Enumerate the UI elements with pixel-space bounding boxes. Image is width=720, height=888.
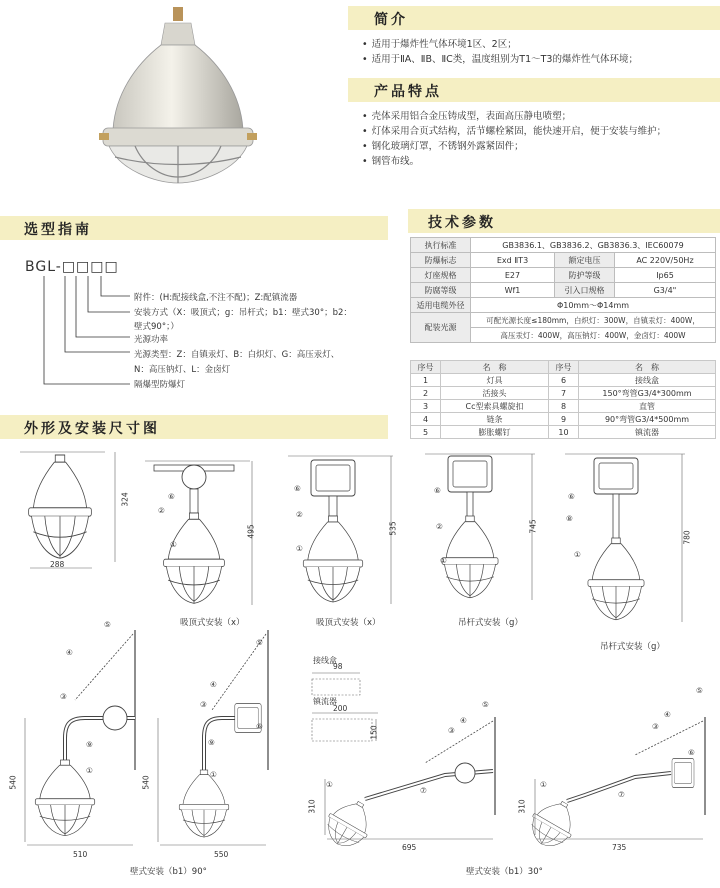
intro-section-bar [348, 6, 720, 30]
parts-cell: 活接头 [441, 387, 549, 400]
caption: 吊杆式安装（g） [600, 642, 665, 652]
callout-3: ③ [60, 692, 67, 701]
callout-6: ⑥ [688, 748, 695, 757]
intro-item: • 适用于爆炸性气体环境1区、2区； [362, 37, 638, 52]
feature-item: • 钢化玻璃灯罩，不锈钢外露紧固件； [362, 139, 666, 154]
parts-cell: 灯具 [441, 374, 549, 387]
dim-drawing-wall90-1 [15, 620, 145, 850]
spec-value: Exd ⅡT3 [471, 253, 555, 268]
spec-value: AC 220V/50Hz [615, 253, 716, 268]
tech-spec-table [410, 237, 716, 343]
dim-label: 780 [682, 530, 692, 545]
selection-section-bar [0, 216, 388, 240]
selection-title: 选型指南 [24, 222, 92, 238]
callout-6: ⑥ [256, 722, 263, 731]
parts-header: 序号 [411, 361, 441, 374]
callout-5: ⑤ [104, 620, 111, 629]
parts-cell: 镇流器 [579, 426, 716, 439]
parts-header-row [411, 361, 716, 374]
parts-cell: 7 [549, 387, 579, 400]
spec-label: 防爆标志 [411, 253, 471, 268]
callout-1: ① [574, 550, 581, 559]
dim-label: 200 [333, 704, 348, 713]
spec-row [411, 283, 716, 298]
spec-label: 配装光源 [411, 313, 471, 343]
spec-value: G3/4" [615, 283, 716, 298]
model-code-leader-lines [30, 270, 150, 400]
parts-cell: 膨胀螺钉 [441, 426, 549, 439]
callout-2: ② [296, 510, 303, 519]
parts-cell: 4 [411, 413, 441, 426]
ballast-label: 镇流器 [313, 697, 337, 706]
callout-3: ③ [448, 726, 455, 735]
parts-table [410, 360, 716, 439]
callout-3: ③ [200, 700, 207, 709]
parts-cell: 5 [411, 426, 441, 439]
callout-4: ④ [460, 716, 467, 725]
selection-line: 附件：(H:配接线盒,不注不配)；Z:配镇流器 [134, 293, 298, 303]
caption: 吸顶式安装（x） [180, 618, 245, 628]
parts-row [411, 374, 716, 387]
dim-label: 510 [73, 850, 88, 859]
callout-7: ⑦ [420, 786, 427, 795]
dim-label: 495 [246, 524, 256, 539]
caption: 吊杆式安装（g） [458, 618, 523, 628]
product-photo [95, 5, 265, 190]
tech-section-bar [408, 209, 720, 233]
selection-line: 壁式90°；） [134, 322, 179, 332]
spec-value: GB3836.1、GB3836.2、GB3836.3、IEC60079 [471, 238, 716, 253]
dim-drawing-lamp [10, 440, 130, 580]
callout-1: ① [170, 540, 177, 549]
callout-2: ② [158, 506, 165, 515]
spec-value: 可配光源长度≤180mm，白炽灯：300W，自镇汞灯：400W， [471, 313, 716, 328]
dim-label: 310 [307, 799, 317, 814]
callout-1: ① [86, 766, 93, 775]
spec-label: 执行标准 [411, 238, 471, 253]
callout-1: ① [326, 780, 333, 789]
caption: 壁式安装（b1）30° [466, 867, 543, 877]
parts-header: 名 称 [441, 361, 549, 374]
callout-6: ⑥ [294, 484, 301, 493]
dim-label: 745 [528, 519, 538, 534]
parts-row [411, 400, 716, 413]
callout-1: ① [540, 780, 547, 789]
callout-6: ⑥ [434, 486, 441, 495]
spec-label: 引入口规格 [555, 283, 615, 298]
dim-label: 310 [517, 799, 527, 814]
feature-item: • 灯体采用合页式结构，活节螺栓紧固，能快速开启，便于安装与维护； [362, 124, 666, 139]
callout-1: ① [210, 770, 217, 779]
feature-item: • 钢管布线。 [362, 154, 666, 169]
spec-row [411, 238, 716, 253]
parts-cell: 6 [549, 374, 579, 387]
dim-label: 695 [402, 843, 417, 852]
dim-label: 98 [333, 662, 343, 671]
caption: 吸顶式安装（x） [316, 618, 381, 628]
spec-value: E27 [471, 268, 555, 283]
callout-9: ⑨ [86, 740, 93, 749]
model-code: BGL-□□□□ [25, 259, 119, 275]
selection-line: 安装方式（X：吸顶式；g：吊杆式；b1：壁式30°；b2： [134, 308, 352, 318]
spec-label: 防护等级 [555, 268, 615, 283]
dim-drawing-ceiling-2 [283, 452, 403, 612]
features-title: 产品特点 [374, 84, 442, 100]
dims-section-bar [0, 415, 388, 439]
spec-label: 防腐等级 [411, 283, 471, 298]
dims-title: 外形及安装尺寸图 [24, 421, 160, 437]
features-section-bar [348, 78, 720, 102]
parts-cell: 1 [411, 374, 441, 387]
parts-cell: 150°弯管G3/4*300mm [579, 387, 716, 400]
dim-label: 150 [369, 725, 379, 740]
parts-cell: 接线盒 [579, 374, 716, 387]
spec-label: 额定电压 [555, 253, 615, 268]
parts-cell: 90°弯管G3/4*500mm [579, 413, 716, 426]
intro-list [362, 37, 638, 67]
spec-value: Ip65 [615, 268, 716, 283]
spec-row [411, 253, 716, 268]
callout-5: ⑤ [696, 686, 703, 695]
dim-label: 550 [214, 850, 229, 859]
callout-4: ④ [210, 680, 217, 689]
caption: 壁式安装（b1）90° [130, 867, 207, 877]
parts-cell: 直管 [579, 400, 716, 413]
callout-5: ⑤ [482, 700, 489, 709]
dim-label: 540 [141, 775, 151, 790]
tech-title: 技术参数 [428, 215, 496, 231]
callout-6: ⑥ [568, 492, 575, 501]
callout-9: ⑨ [208, 738, 215, 747]
callout-1: ① [296, 544, 303, 553]
selection-line: 隔爆型防爆灯 [134, 380, 186, 390]
dim-label: 324 [120, 492, 130, 507]
intro-item: • 适用于ⅡA、ⅡB、ⅡC类，温度组别为T1～T3的爆炸性气体环境； [362, 52, 638, 67]
callout-2: ② [436, 522, 443, 531]
parts-cell: 9 [549, 413, 579, 426]
dim-drawing-ceiling-1 [140, 455, 260, 615]
parts-row [411, 387, 716, 400]
dim-label: 735 [612, 843, 627, 852]
spec-label: 灯座规格 [411, 268, 471, 283]
parts-cell: 10 [549, 426, 579, 439]
callout-1: ① [440, 556, 447, 565]
spec-row [411, 313, 716, 328]
selection-line: N：高压钠灯、L：金卤灯 [134, 365, 231, 375]
parts-cell: Cc型索具螺旋扣 [441, 400, 549, 413]
dim-drawing-pendant-2 [560, 450, 700, 630]
parts-row [411, 426, 716, 439]
callout-3: ③ [652, 722, 659, 731]
box-label: 接线盒 [313, 656, 337, 665]
selection-line: 光源功率 [134, 335, 169, 345]
spec-value: 高压汞灯：400W，高压钠灯：400W，金卤灯：400W [471, 328, 716, 343]
parts-cell: 8 [549, 400, 579, 413]
spec-value: Φ10mm～Φ14mm [471, 298, 716, 313]
intro-title: 简介 [374, 12, 408, 28]
spec-value: Wf1 [471, 283, 555, 298]
parts-header: 名 称 [579, 361, 716, 374]
callout-4: ④ [66, 648, 73, 657]
dim-drawing-wall30-1 [315, 715, 505, 845]
features-list [362, 109, 666, 169]
parts-header: 序号 [549, 361, 579, 374]
callout-6: ⑥ [168, 492, 175, 501]
feature-item: • 壳体采用铝合金压铸成型，表面高压静电喷塑； [362, 109, 666, 124]
spec-label: 适用电缆外径 [411, 298, 471, 313]
callout-8: ⑧ [566, 514, 573, 523]
spec-row [411, 298, 716, 313]
parts-row [411, 413, 716, 426]
callout-5: ⑤ [256, 638, 263, 647]
selection-line: 光源类型：Z：自镇汞灯、B：白炽灯、G：高压汞灯、 [134, 350, 340, 360]
dim-drawing-wall90-2 [148, 620, 278, 850]
dim-label: 535 [388, 521, 398, 536]
dim-label: 540 [8, 775, 18, 790]
parts-cell: 3 [411, 400, 441, 413]
callout-4: ④ [664, 710, 671, 719]
parts-cell: 2 [411, 387, 441, 400]
dim-drawing-wall30-2 [525, 715, 715, 845]
callout-7: ⑦ [618, 790, 625, 799]
parts-cell: 链条 [441, 413, 549, 426]
spec-row [411, 268, 716, 283]
dim-label: 288 [50, 560, 65, 569]
